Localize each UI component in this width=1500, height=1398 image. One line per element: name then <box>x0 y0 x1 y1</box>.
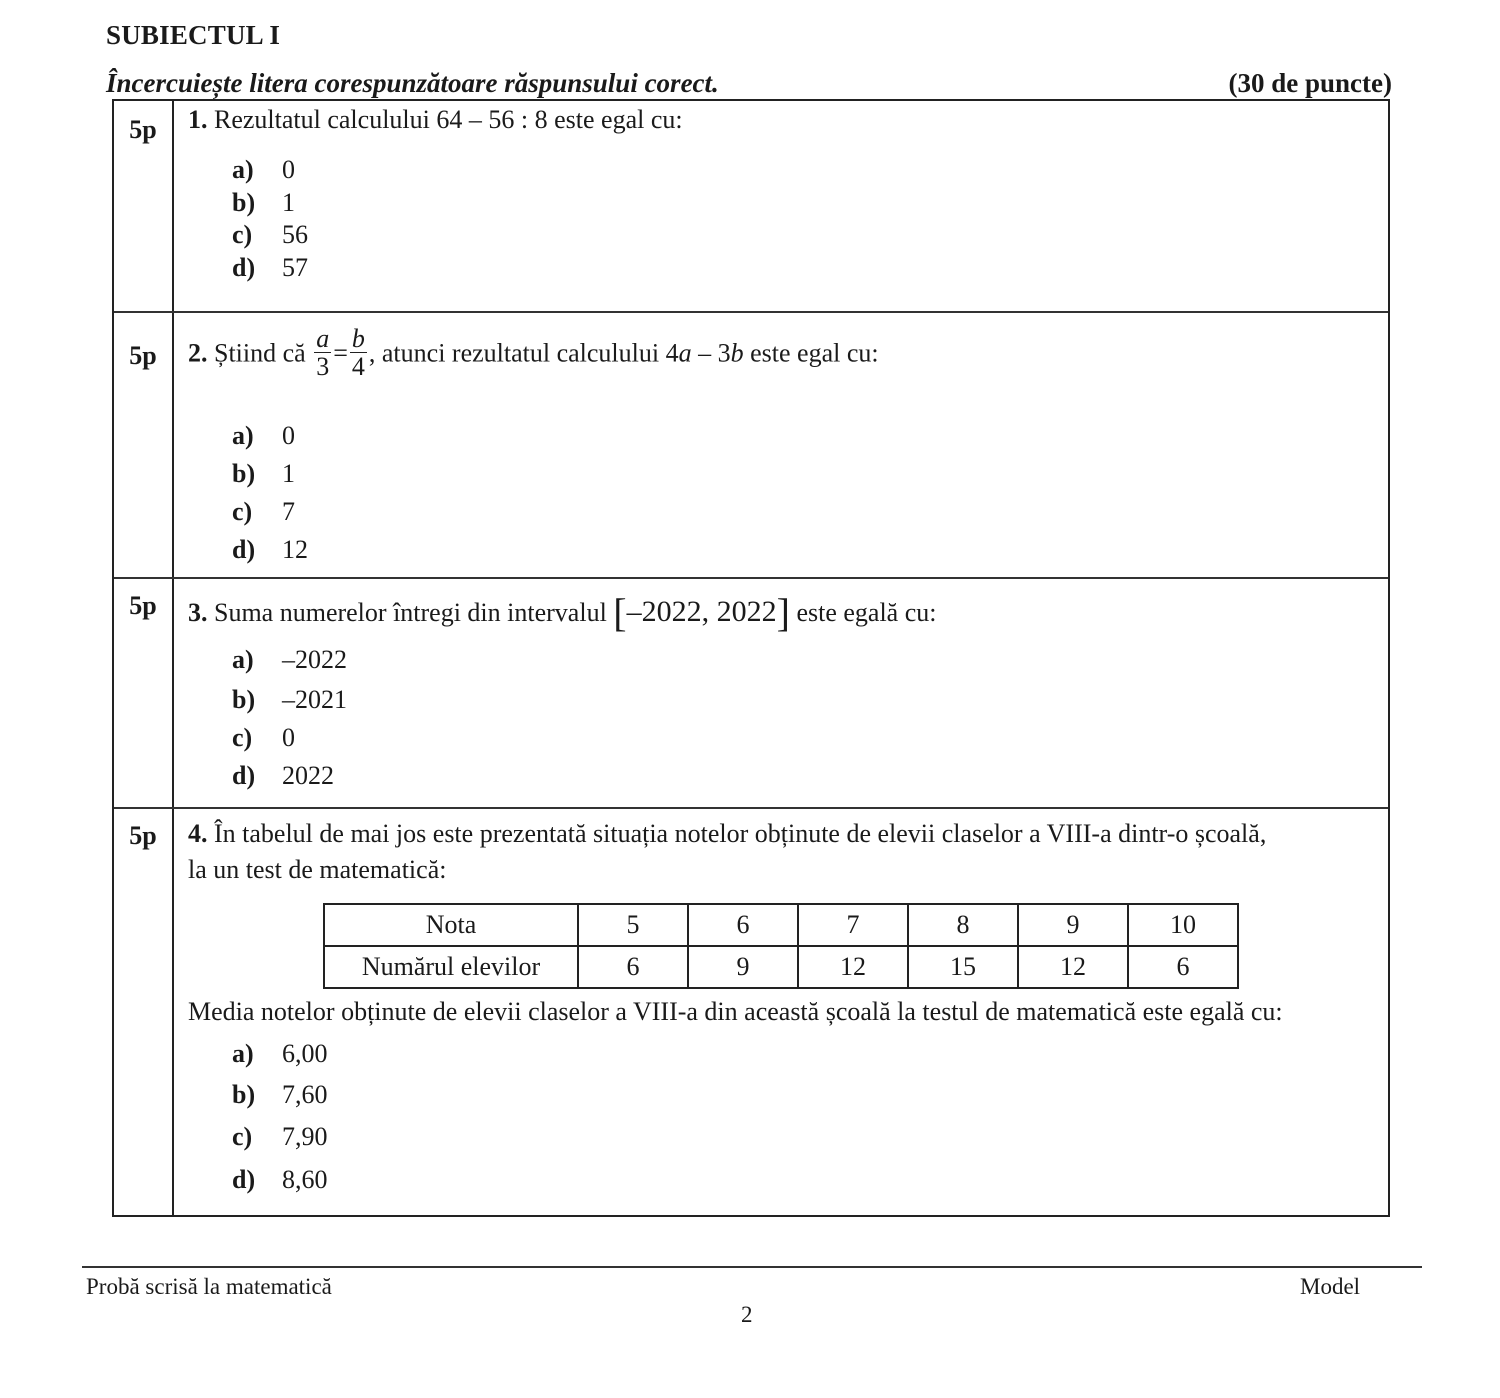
count-cell: 15 <box>908 946 1018 988</box>
interval-bounds: –2022, 2022 <box>626 595 777 628</box>
option-value: 0 <box>282 723 295 752</box>
math-expression <box>666 338 744 367</box>
instruction-text: Încercuiește litera corespunzătoare răspunsului corect. <box>106 68 719 98</box>
grade-cell: 10 <box>1128 904 1238 946</box>
question-text-before: Rezultatul calculului <box>214 105 430 134</box>
option-letter: b) <box>232 459 256 488</box>
question-points: 5p <box>114 313 174 577</box>
grade-cell: 6 <box>688 904 798 946</box>
equals-sign: = <box>333 338 348 368</box>
option-value: –2022 <box>282 645 347 674</box>
question-number: 1. <box>188 105 208 134</box>
answer-option-d[interactable] <box>232 761 334 791</box>
footer-exam-name: Probă scrisă la matematică <box>86 1274 332 1299</box>
question-points: 5p <box>114 101 174 311</box>
answer-option-a[interactable] <box>232 1039 328 1069</box>
question-text <box>188 324 879 384</box>
interval-expression <box>613 590 790 635</box>
option-letter: a) <box>232 155 254 184</box>
question-content <box>188 313 1378 577</box>
counts-row <box>324 946 1238 988</box>
points-total: (30 de puncte) <box>1228 68 1392 98</box>
question-content <box>188 101 1378 311</box>
option-value: 8,60 <box>282 1165 328 1194</box>
answer-option-c[interactable] <box>232 220 308 250</box>
counts-row-label: Numărul elevilor <box>324 946 578 988</box>
expr-variable: b <box>730 338 744 368</box>
answer-option-a[interactable] <box>232 155 295 185</box>
count-cell: 6 <box>1128 946 1238 988</box>
expr-variable: a <box>678 338 692 368</box>
option-value: 6,00 <box>282 1039 328 1068</box>
question-text <box>188 105 683 135</box>
option-letter: c) <box>232 1122 253 1151</box>
grades-table <box>323 903 1239 989</box>
fraction-denominator: 4 <box>351 352 365 382</box>
answer-option-a[interactable] <box>232 645 347 675</box>
answer-option-c[interactable] <box>232 497 295 527</box>
option-value: 7 <box>282 497 295 526</box>
fraction-numerator: b <box>351 324 365 353</box>
option-letter: a) <box>232 645 254 674</box>
count-cell: 12 <box>798 946 908 988</box>
fraction-denominator: 3 <box>316 352 330 382</box>
exam-questions-table <box>112 99 1390 1217</box>
question-text-before: Știind că <box>214 338 306 368</box>
option-letter: d) <box>232 535 256 564</box>
grades-row-label: Nota <box>324 904 578 946</box>
question-text-after-table: Media notelor obținute de elevii claselor a VIII-a din această școală la testul de matematică este egală cu: <box>188 997 1283 1026</box>
question-text-after: este egală cu: <box>796 598 937 627</box>
question-row-1 <box>114 101 1388 313</box>
expr-operator: – 3 <box>691 338 731 368</box>
question-text <box>188 589 936 636</box>
count-cell: 9 <box>688 946 798 988</box>
question-row-4 <box>114 809 1388 1215</box>
footer-model-label: Model <box>1300 1274 1361 1299</box>
answer-option-d[interactable] <box>232 535 308 565</box>
footer-divider <box>82 1266 1422 1268</box>
answer-option-a[interactable] <box>232 421 295 451</box>
answer-option-b[interactable] <box>232 685 347 715</box>
option-letter: d) <box>232 1165 256 1194</box>
fraction-numerator: a <box>316 324 330 353</box>
option-value: 12 <box>282 535 308 564</box>
expr-coefficient: 4 <box>665 338 679 368</box>
fraction-b-over-4 <box>350 325 367 382</box>
subject-title: SUBIECTUL I <box>106 20 281 50</box>
question-text-line-2: la un test de matematică: <box>188 855 447 884</box>
bracket-open: [ <box>613 590 627 635</box>
question-row-2 <box>114 313 1388 579</box>
option-value: 1 <box>282 188 295 217</box>
comma: , <box>368 338 376 368</box>
question-text: În tabelul de mai jos este prezentată situația notelor obținute de elevii claselor a VIII-a dintr-o școală, <box>214 819 1267 848</box>
question-number: 4. <box>188 819 208 848</box>
option-letter: c) <box>232 497 253 526</box>
option-letter: d) <box>232 253 256 282</box>
option-letter: a) <box>232 1039 254 1068</box>
question-row-3 <box>114 579 1388 809</box>
question-number: 2. <box>188 338 208 368</box>
question-content <box>188 579 1378 807</box>
grade-cell: 8 <box>908 904 1018 946</box>
option-letter: b) <box>232 685 256 714</box>
option-value: 1 <box>282 459 295 488</box>
option-letter: c) <box>232 723 253 752</box>
answer-option-b[interactable] <box>232 188 295 218</box>
question-text-before: Suma numerelor întregi din intervalul <box>214 598 607 627</box>
grades-row <box>324 904 1238 946</box>
option-value: 7,90 <box>282 1122 328 1151</box>
question-content <box>188 809 1378 1215</box>
option-letter: b) <box>232 1080 256 1109</box>
answer-option-c[interactable] <box>232 1122 328 1152</box>
question-text-after: este egal cu: <box>554 105 683 134</box>
question-text-line-1 <box>188 819 1266 849</box>
option-value: 0 <box>282 421 295 450</box>
option-letter: a) <box>232 421 254 450</box>
grade-cell: 5 <box>578 904 688 946</box>
option-value: 0 <box>282 155 295 184</box>
count-cell: 6 <box>578 946 688 988</box>
option-value: 57 <box>282 253 308 282</box>
question-points: 5p <box>114 809 174 1215</box>
answer-option-c[interactable] <box>232 723 295 753</box>
option-value: 7,60 <box>282 1080 328 1109</box>
answer-option-d[interactable] <box>232 1165 328 1195</box>
fraction-a-over-3 <box>314 325 331 382</box>
page-number: 2 <box>741 1302 753 1327</box>
count-cell: 12 <box>1018 946 1128 988</box>
option-value: 2022 <box>282 761 334 790</box>
option-letter: b) <box>232 188 256 217</box>
option-value: 56 <box>282 220 308 249</box>
math-expression: 64 – 56 : 8 <box>436 105 548 134</box>
question-number: 3. <box>188 598 208 627</box>
option-letter: d) <box>232 761 256 790</box>
option-letter: c) <box>232 220 253 249</box>
bracket-close: ] <box>776 590 790 635</box>
answer-option-d[interactable] <box>232 253 308 283</box>
question-points: 5p <box>114 579 174 807</box>
question-text-after: este egal cu: <box>750 338 879 368</box>
question-text-middle: atunci rezultatul calculului <box>381 338 660 368</box>
grade-cell: 9 <box>1018 904 1128 946</box>
grade-cell: 7 <box>798 904 908 946</box>
option-value: –2021 <box>282 685 347 714</box>
answer-option-b[interactable] <box>232 459 295 489</box>
answer-option-b[interactable] <box>232 1080 328 1110</box>
